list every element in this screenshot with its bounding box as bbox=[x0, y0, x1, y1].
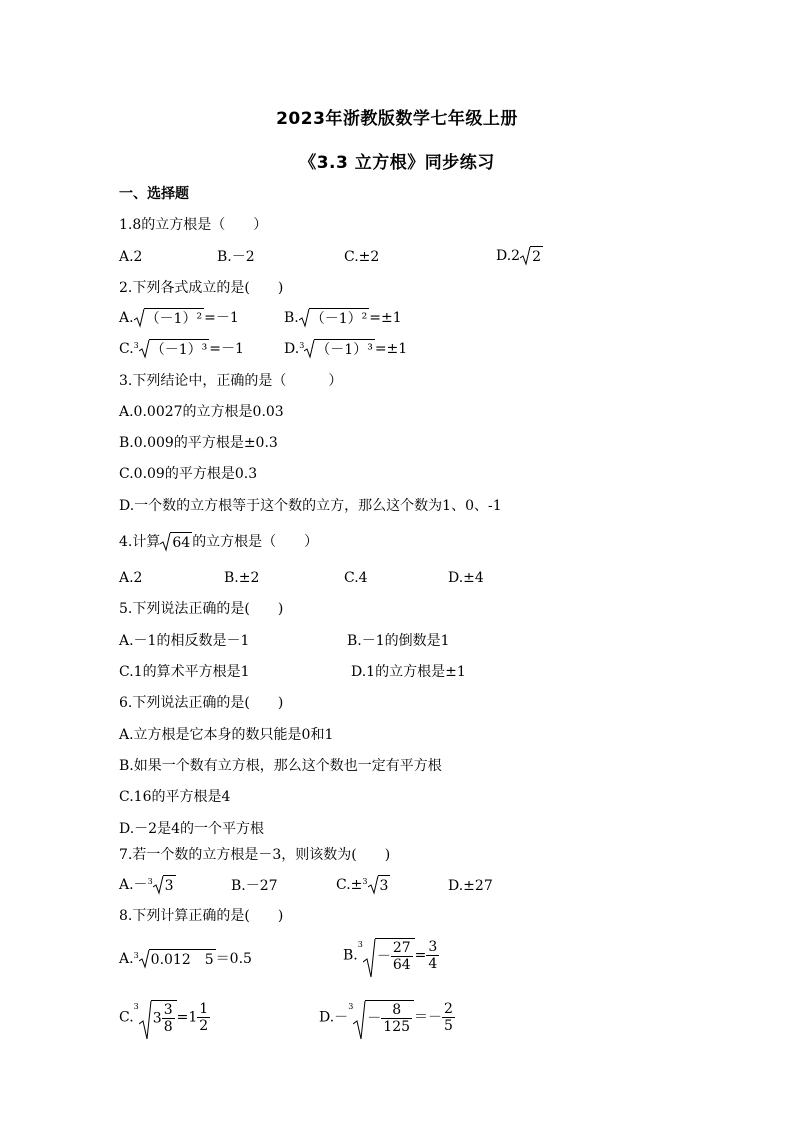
q8-option-b-equals: = bbox=[414, 947, 427, 964]
q8-option-d-index: 3 bbox=[348, 1002, 354, 1011]
q8-option-d-equals: ＝－ bbox=[414, 1009, 443, 1026]
q3-option-c: C.0.09的平方根是0.3 bbox=[119, 466, 258, 482]
sqrt-sign-icon bbox=[134, 308, 205, 328]
q8-option-b-fraction bbox=[391, 940, 413, 973]
q8-option-b-index: 3 bbox=[357, 940, 363, 949]
q7-option-c bbox=[336, 875, 390, 895]
cube-root-sign-icon bbox=[363, 938, 415, 973]
q2-option-a-radicand: （－1）² bbox=[144, 308, 205, 328]
q8-option-b-result-numerator: 3 bbox=[428, 939, 438, 955]
q8-option-b-numerator: 27 bbox=[392, 940, 411, 956]
q8-option-b-radicand bbox=[375, 938, 415, 973]
q8-option-d bbox=[319, 1000, 455, 1035]
q2-option-a bbox=[119, 308, 239, 328]
q8-option-a-index: 3 bbox=[133, 951, 139, 960]
sqrt-sign-icon bbox=[160, 532, 192, 552]
q6-option-c: C.16的平方根是4 bbox=[119, 789, 231, 805]
document-title: 2023年浙教版数学七年级上册 bbox=[276, 109, 518, 129]
question-5-stem: 5.下列说法正确的是( ) bbox=[119, 601, 284, 617]
q8-option-d-radicand bbox=[365, 1000, 414, 1035]
q2-option-c bbox=[119, 339, 244, 359]
q2-option-c-label: C. bbox=[119, 341, 134, 357]
q8-option-d-result-numerator: 2 bbox=[444, 1001, 453, 1017]
q8-option-c-fraction bbox=[162, 1002, 175, 1035]
q6-option-a: A.立方根是它本身的数只能是0和1 bbox=[119, 727, 334, 743]
q8-option-b-denominator: 64 bbox=[392, 957, 411, 973]
q8-option-c-result-denominator: 2 bbox=[199, 1018, 209, 1034]
q2-option-b-result: =±1 bbox=[369, 310, 402, 326]
sqrt-sign-icon bbox=[520, 246, 543, 266]
cube-root-sign-icon bbox=[139, 1000, 177, 1035]
q3-option-b: B.0.009的平方根是±0.3 bbox=[119, 435, 278, 451]
q8-option-a-label: A. bbox=[119, 951, 134, 967]
cube-root-sign-icon bbox=[139, 949, 216, 969]
q7-option-c-index: 3 bbox=[362, 877, 368, 886]
q8-option-c-equals: =1 bbox=[176, 1009, 198, 1026]
q2-option-c-index: 3 bbox=[133, 341, 139, 350]
q8-option-d-fraction bbox=[381, 1002, 412, 1035]
question-3-stem: 3.下列结论中，正确的是（ ） bbox=[119, 373, 343, 389]
q5-option-b: B.－1的倒数是1 bbox=[347, 633, 450, 649]
q8-option-b-sign: － bbox=[376, 948, 391, 965]
q4-option-b: B.±2 bbox=[224, 570, 260, 586]
q8-option-a bbox=[119, 949, 252, 969]
q8-option-c bbox=[119, 1000, 210, 1035]
q4-radicand: 64 bbox=[170, 532, 192, 552]
q4-option-c: C.4 bbox=[344, 570, 368, 586]
q2-option-d-index: 3 bbox=[299, 341, 305, 350]
sqrt-sign-icon bbox=[299, 308, 370, 328]
q2-option-c-result: =－1 bbox=[209, 341, 244, 357]
q2-option-b-radicand: （－1）² bbox=[309, 308, 370, 328]
q8-option-c-label: C. bbox=[119, 1009, 134, 1026]
q3-option-d: D.一个数的立方根等于这个数的立方，那么这个数为1、0、-1 bbox=[119, 498, 502, 514]
cube-root-sign-icon bbox=[304, 339, 375, 359]
q7-option-a-index: 3 bbox=[147, 877, 153, 886]
q8-option-a-result: ＝0.5 bbox=[215, 951, 252, 967]
question-1-stem: 1.8的立方根是（ ） bbox=[119, 217, 268, 233]
question-6-stem: 6.下列说法正确的是( ) bbox=[119, 695, 284, 711]
cube-root-sign-icon bbox=[368, 875, 391, 895]
q4-stem-suffix: 的立方根是（ ） bbox=[192, 534, 319, 550]
q8-option-d-result-denominator: 5 bbox=[444, 1018, 453, 1034]
q8-option-c-index: 3 bbox=[133, 1002, 139, 1011]
q4-option-d: D.±4 bbox=[448, 570, 484, 586]
q2-option-d-result: =±1 bbox=[374, 341, 408, 357]
q3-option-a: A.0.0027的立方根是0.03 bbox=[119, 404, 284, 420]
q2-option-d-radicand: （－1）³ bbox=[314, 339, 375, 359]
q2-option-a-result: =－1 bbox=[204, 310, 239, 326]
q8-option-c-denominator: 8 bbox=[163, 1019, 173, 1035]
q1-option-a: A.2 bbox=[119, 249, 143, 265]
question-2-stem: 2.下列各式成立的是( ) bbox=[119, 280, 284, 296]
q8-option-c-integer: 3 bbox=[152, 1010, 162, 1027]
q1-option-b: B.－2 bbox=[217, 249, 255, 265]
q8-option-a-radicand: 0.012 5 bbox=[149, 949, 216, 969]
q7-option-a bbox=[119, 875, 176, 895]
q7-option-d: D.±27 bbox=[448, 878, 493, 894]
q2-option-d bbox=[284, 339, 407, 359]
q2-option-d-label: D. bbox=[284, 341, 300, 357]
q1-option-d-radicand: 2 bbox=[530, 246, 543, 266]
q8-option-b-result bbox=[426, 939, 439, 972]
cube-root-sign-icon bbox=[353, 1000, 414, 1035]
q1-option-d bbox=[496, 246, 543, 266]
q5-option-a: A.－1的相反数是－1 bbox=[119, 633, 250, 649]
question-7-stem: 7.若一个数的立方根是－3，则该数为( ) bbox=[119, 847, 391, 863]
question-4-stem bbox=[119, 532, 318, 552]
question-8-stem: 8.下列计算正确的是( ) bbox=[119, 908, 284, 924]
q8-option-d-numerator: 8 bbox=[381, 1002, 412, 1019]
section-heading: 一、选择题 bbox=[119, 186, 189, 202]
q2-option-a-label: A. bbox=[119, 310, 134, 326]
q6-option-b: B.如果一个数有立方根，那么这个数也一定有平方根 bbox=[119, 758, 442, 774]
q8-option-d-sign: － bbox=[367, 1010, 382, 1027]
q8-option-c-result-numerator: 1 bbox=[199, 1001, 209, 1017]
q5-option-d: D.1的立方根是±1 bbox=[351, 664, 466, 680]
q7-option-c-label: C.± bbox=[336, 877, 363, 893]
q2-option-c-radicand: （－1）³ bbox=[149, 339, 210, 359]
q8-option-c-numerator: 3 bbox=[163, 1002, 173, 1018]
q1-option-c: C.±2 bbox=[344, 249, 380, 265]
q7-option-b: B.－27 bbox=[231, 878, 278, 894]
q2-option-b-label: B. bbox=[284, 310, 299, 326]
cube-root-sign-icon bbox=[139, 339, 210, 359]
q6-option-d: D.－2是4的一个平方根 bbox=[119, 821, 264, 837]
q4-stem-prefix: 4.计算 bbox=[119, 534, 161, 550]
q8-option-b-result-denominator: 4 bbox=[428, 956, 438, 972]
q1-option-d-label: D.2 bbox=[496, 248, 521, 264]
q5-option-c: C.1的算术平方根是1 bbox=[119, 664, 250, 680]
q7-option-a-label: A.－ bbox=[119, 877, 148, 893]
q8-option-d-result bbox=[442, 1001, 455, 1034]
q8-option-d-label: D.－ bbox=[319, 1009, 349, 1026]
q7-option-c-radicand: 3 bbox=[378, 875, 391, 895]
q2-option-b bbox=[284, 308, 402, 328]
q8-option-b-label: B. bbox=[343, 947, 358, 964]
document-subtitle: 《3.3 立方根》同步练习 bbox=[299, 153, 495, 173]
q8-option-c-radicand bbox=[151, 1000, 177, 1035]
q7-option-a-radicand: 3 bbox=[163, 875, 176, 895]
q8-option-b bbox=[343, 938, 439, 973]
q8-option-c-result bbox=[197, 1001, 210, 1034]
q8-option-d-denominator: 125 bbox=[383, 1019, 411, 1035]
q4-option-a: A.2 bbox=[119, 570, 143, 586]
cube-root-sign-icon bbox=[153, 875, 176, 895]
